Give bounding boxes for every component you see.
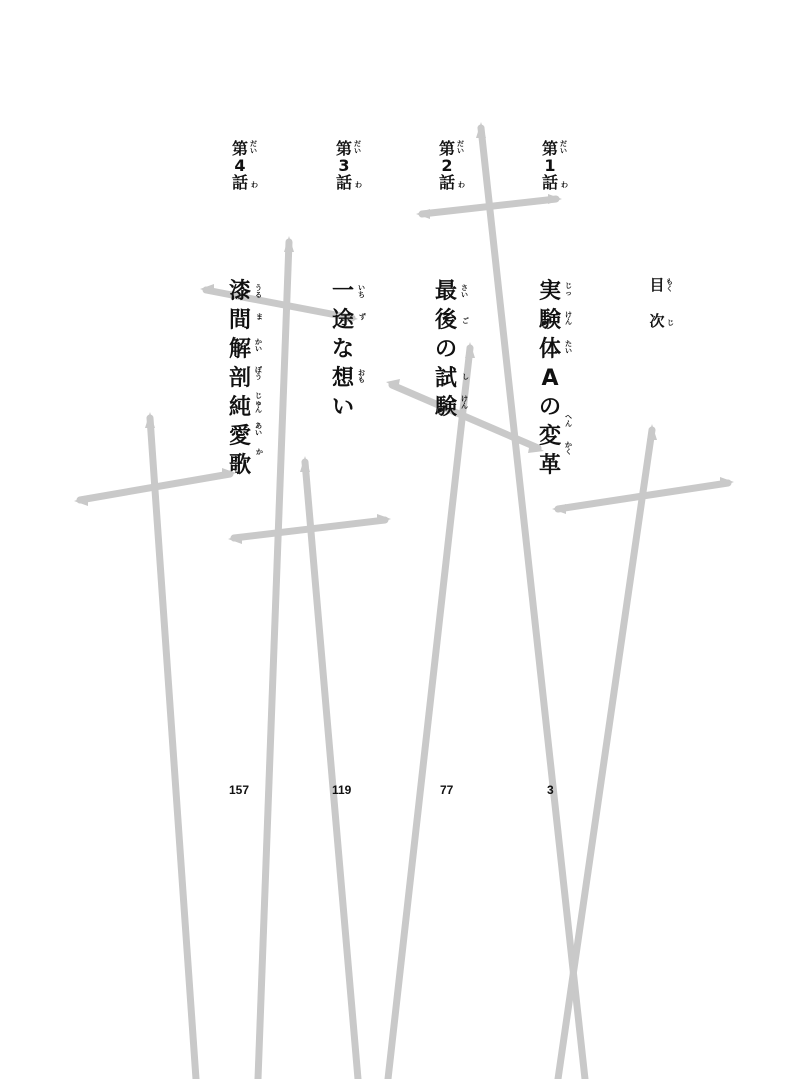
title-ruby: じっ bbox=[565, 282, 572, 297]
title-ruby: じゅん bbox=[255, 392, 262, 414]
chapter-1-page: 3 bbox=[547, 783, 554, 797]
title-ruby: ご bbox=[462, 317, 469, 325]
title-ruby: うる bbox=[255, 284, 262, 299]
chapter-label-char: 話 bbox=[541, 173, 558, 192]
chapter-number: 4 bbox=[234, 156, 246, 175]
chapter-number: 1 bbox=[544, 156, 556, 175]
title-char: 解 bbox=[228, 337, 251, 362]
title-char: な bbox=[331, 337, 354, 362]
chapter-2-page: 77 bbox=[440, 783, 454, 797]
toc-heading bbox=[648, 278, 666, 350]
title-char: A bbox=[541, 366, 559, 391]
ruby-dai: だい bbox=[354, 140, 361, 155]
chapter-3-label bbox=[335, 141, 353, 192]
toc-heading-char: 次 bbox=[649, 312, 665, 330]
chapter-4-page: 157 bbox=[229, 783, 250, 797]
title-char: い bbox=[331, 395, 354, 420]
cross-post bbox=[305, 462, 358, 1079]
title-ruby: おも bbox=[358, 369, 365, 384]
title-ruby: いち bbox=[358, 284, 365, 299]
title-ruby: さい bbox=[461, 284, 468, 299]
title-ruby: ま bbox=[256, 313, 263, 321]
title-char: 愛 bbox=[228, 424, 251, 449]
title-ruby: けん bbox=[461, 395, 468, 410]
title-ruby: たい bbox=[565, 340, 572, 355]
title-char: 試 bbox=[434, 366, 457, 391]
chapter-4-label bbox=[231, 141, 249, 192]
ruby-dai: だい bbox=[560, 140, 567, 155]
ruby-wa: わ bbox=[458, 181, 465, 189]
ruby-wa: わ bbox=[561, 181, 568, 189]
cross-post bbox=[150, 418, 196, 1079]
title-char: 験 bbox=[538, 308, 561, 333]
title-char: 想 bbox=[331, 366, 354, 391]
chapter-2-label bbox=[438, 141, 456, 192]
title-ruby: けん bbox=[565, 311, 572, 326]
chapter-label-char: 第 bbox=[231, 139, 248, 158]
chapter-label-char: 話 bbox=[231, 173, 248, 192]
ruby-wa: わ bbox=[355, 181, 362, 189]
cross-post bbox=[388, 348, 470, 1079]
chapter-label-char: 第 bbox=[541, 139, 558, 158]
title-char: の bbox=[434, 337, 457, 362]
title-char: 一 bbox=[331, 279, 354, 304]
title-ruby: あい bbox=[255, 422, 262, 437]
title-ruby: ず bbox=[359, 313, 366, 321]
chapter-1-title bbox=[537, 281, 563, 484]
title-char: 験 bbox=[434, 395, 457, 420]
title-char: 最 bbox=[434, 279, 457, 304]
cross-post bbox=[558, 430, 652, 1079]
ruby-wa: わ bbox=[251, 181, 258, 189]
chapter-label-char: 話 bbox=[438, 173, 455, 192]
chapter-4-title bbox=[227, 281, 253, 484]
title-char: 革 bbox=[538, 453, 561, 478]
title-ruby: へん bbox=[565, 413, 572, 428]
ruby-dai: だい bbox=[250, 140, 257, 155]
title-ruby: ぼう bbox=[255, 366, 262, 381]
title-char: 体 bbox=[538, 337, 561, 362]
title-char: の bbox=[538, 395, 561, 420]
title-ruby: か bbox=[256, 448, 263, 456]
title-char: 途 bbox=[331, 308, 354, 333]
toc-heading-char: 目 bbox=[649, 276, 665, 294]
chapter-3-page: 119 bbox=[332, 783, 352, 797]
chapter-number: 2 bbox=[441, 156, 453, 175]
title-char: 剖 bbox=[228, 366, 251, 391]
chapter-2-title bbox=[433, 281, 459, 426]
cross-post bbox=[481, 128, 585, 1079]
chapter-number: 3 bbox=[338, 156, 350, 175]
title-ruby: し bbox=[462, 373, 469, 381]
toc-ruby: じ bbox=[667, 319, 674, 327]
title-char: 歌 bbox=[228, 453, 251, 478]
chapter-label-char: 話 bbox=[335, 173, 352, 192]
title-char: 実 bbox=[538, 279, 561, 304]
chapter-label-char: 第 bbox=[335, 139, 352, 158]
ruby-dai: だい bbox=[457, 140, 464, 155]
title-char: 純 bbox=[228, 395, 251, 420]
chapter-label-char: 第 bbox=[438, 139, 455, 158]
toc-ruby: もく bbox=[666, 278, 673, 293]
title-char: 後 bbox=[434, 308, 457, 333]
title-ruby: かい bbox=[255, 338, 262, 353]
chapter-1-label bbox=[541, 141, 559, 192]
title-char: 間 bbox=[228, 308, 251, 333]
title-ruby: かく bbox=[565, 441, 572, 456]
chapter-3-title bbox=[330, 281, 356, 426]
title-char: 変 bbox=[538, 424, 561, 449]
title-char: 漆 bbox=[228, 279, 251, 304]
